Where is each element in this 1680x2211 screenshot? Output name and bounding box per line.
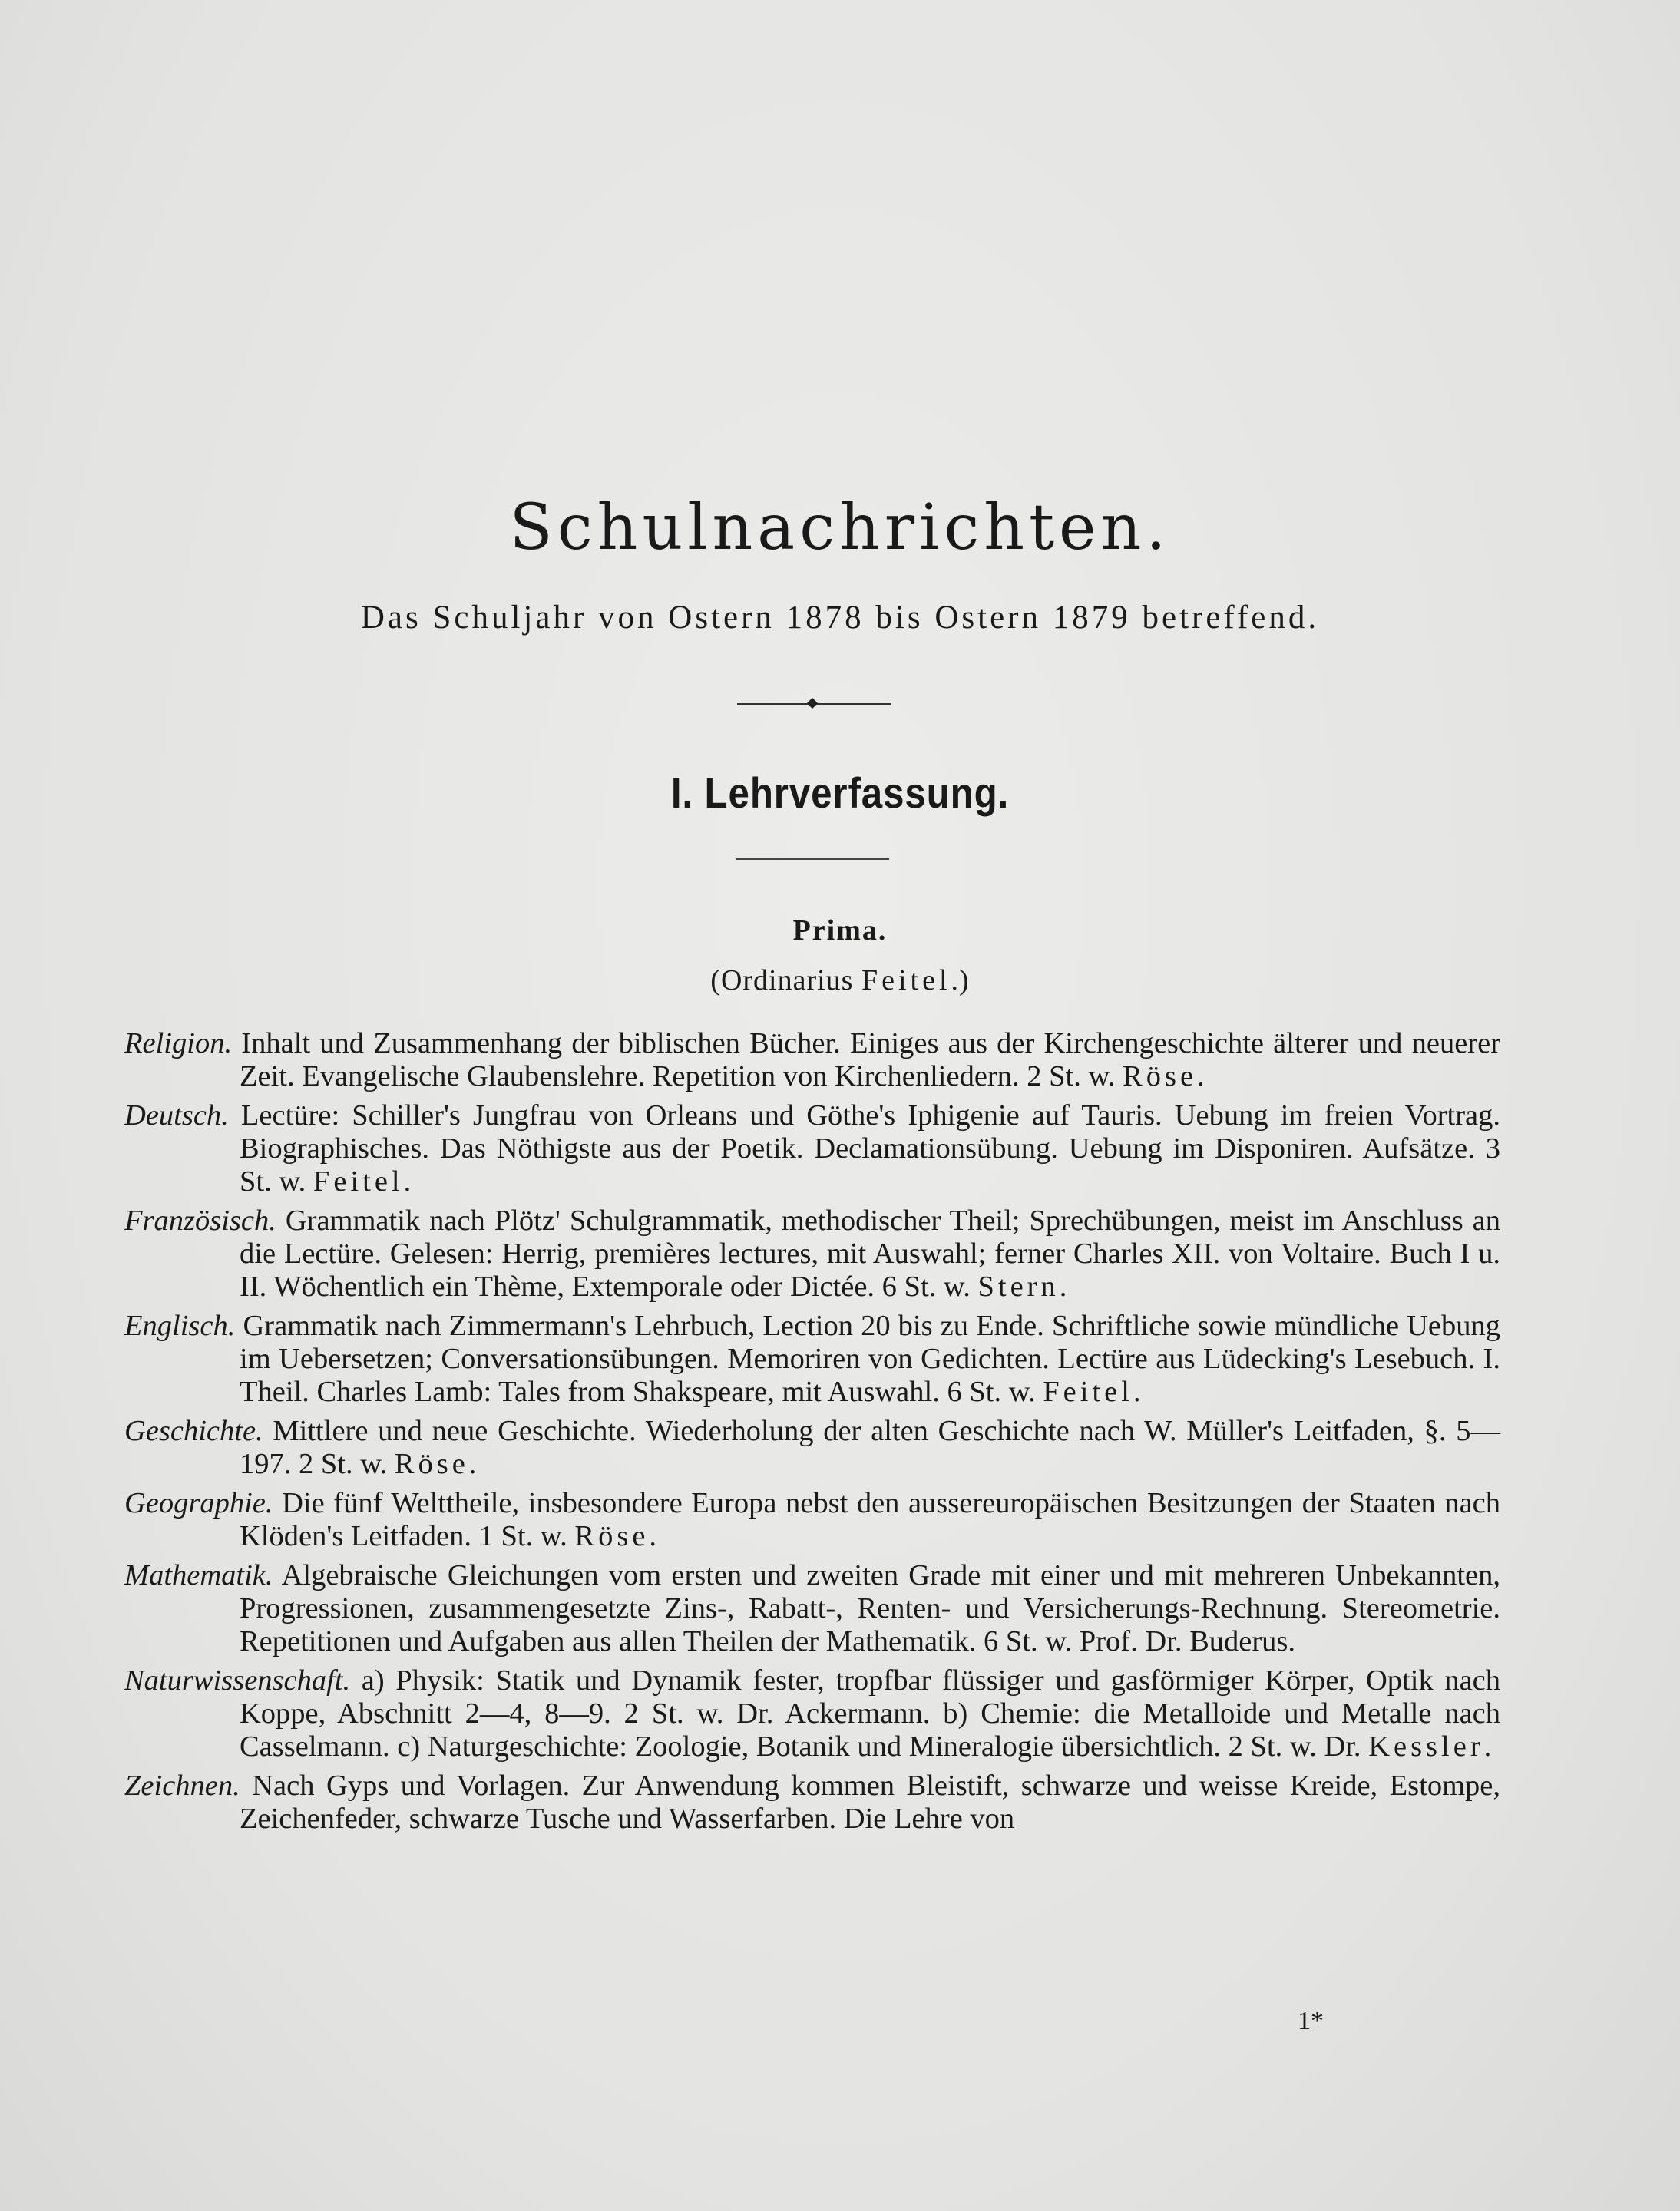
subject-entry — [124, 1415, 1500, 1481]
subject-description: Grammatik nach Zimmermann's Lehrbuch, Lection 20 bis zu Ende. Schriftliche sowie mündliche Uebung im Uebersetzen; Conversationsübungen. Memoriren von Gedichten. Lectüre aus Lüdecking's Lesebuch. I. Theil. Charles Lamb: Tales from Shakspeare, mit Auswahl. 6 St. w. — [240, 1310, 1501, 1408]
subject-description: Grammatik nach Plötz' Schulgrammatik, methodischer Theil; Sprechübungen, meist im Anschluss an die Lectüre. Gelesen: Herrig, premières lectures, mit Auswahl; ferner Charles XII. von Voltaire. Buch I u. II. Wöchentlich ein Thème, Extemporale oder Dictée. 6 St. w. — [240, 1205, 1501, 1303]
subject-description: Mittlere und neue Geschichte. Wiederholung der alten Geschichte nach W. Müller's Leitfaden, §. 5—197. 2 St. w. — [240, 1415, 1501, 1480]
entry-end: . — [1197, 1060, 1205, 1092]
subject-label: Mathematik. — [124, 1559, 273, 1591]
subject-label: Französisch. — [124, 1205, 276, 1237]
teacher-name: Kessler — [1368, 1730, 1484, 1763]
ordinarius-suffix: .) — [951, 964, 970, 996]
teacher-name: Stern — [977, 1271, 1060, 1303]
teacher-name: Röse — [1123, 1060, 1198, 1092]
subject-label: Religion. — [124, 1027, 233, 1059]
ordinarius-line — [0, 963, 1680, 997]
section-heading: I. Lehrverfassung. — [670, 768, 1010, 817]
subject-label: Geographie. — [124, 1487, 273, 1519]
subject-entry — [124, 1310, 1500, 1409]
subject-entry — [124, 1205, 1500, 1304]
entry-end: . — [1059, 1271, 1067, 1303]
class-heading: Prima. — [792, 914, 888, 947]
subject-entry — [124, 1487, 1500, 1553]
entry-end: . — [1483, 1730, 1492, 1763]
teacher-name: Röse — [574, 1520, 650, 1552]
ordinarius-name: Feitel — [861, 964, 951, 996]
entry-end: . — [1133, 1376, 1141, 1408]
page-title: Schulnachrichten. — [509, 491, 1171, 564]
teacher-name: Feitel — [313, 1165, 404, 1198]
subject-description: Inhalt und Zusammenhang der biblischen Bücher. Einiges aus der Kirchengeschichte älterer und neuerer Zeit. Evangelische Glaubenslehre. Repetition von Kirchenliedern. 2 St. w. — [240, 1027, 1501, 1092]
ordinarius-prefix: (Ordinarius — [710, 964, 861, 996]
teacher-name: Feitel — [1043, 1376, 1133, 1408]
subject-label: Englisch. — [124, 1310, 236, 1342]
subject-description: a) Physik: Statik und Dynamik fester, tropfbar flüssiger und gasförmiger Körper, Optik nach Koppe, Abschnitt 2—4, 8—9. 2 St. w. Dr. Ackermann. b) Chemie: die Metalloide und Metalle nach Casselmann. c) Naturgeschichte: Zoologie, Botanik und Mineralogie übersichtlich. 2 St. w. Dr. — [240, 1664, 1500, 1763]
subject-entry — [124, 1664, 1500, 1763]
signature-mark: 1* — [1298, 2007, 1324, 2035]
school-year-subtitle: Das Schuljahr von Ostern 1878 bis Ostern 1879 betreffend. — [360, 600, 1320, 636]
subject-label: Deutsch. — [124, 1099, 229, 1132]
subject-entry — [124, 1027, 1500, 1093]
subject-list — [124, 1027, 1500, 1842]
subject-description: Lectüre: Schiller's Jungfrau von Orleans und Göthe's Iphigenie auf Tauris. Uebung im freien Vortrag. Biographisches. Das Nöthigste aus der Poetik. Declamationsübung. Uebung im Disponiren. Aufsätze. 3 St. w. — [240, 1099, 1500, 1198]
subject-label: Naturwissenschaft. — [124, 1664, 351, 1697]
subject-label: Zeichnen. — [124, 1770, 240, 1802]
entry-end: . — [403, 1165, 412, 1198]
subject-description: Algebraische Gleichungen vom ersten und zweiten Grade mit einer und mit mehreren Unbekannten, Progressionen, zusammengesetzte Zins-, Rabatt-, Renten- und Versicherungs-Rechnung. Stereometrie. Repetitionen und Aufgaben aus allen Theilen der Mathematik. 6 St. w. Prof. Dr. Buderus. — [240, 1559, 1500, 1657]
subject-description: Die fünf Welttheile, insbesondere Europa nebst den aussereuropäischen Besitzungen der Staaten nach Klöden's Leitfaden. 1 St. w. — [240, 1487, 1500, 1552]
subject-label: Geschichte. — [124, 1415, 263, 1447]
subject-entry — [124, 1099, 1500, 1198]
subject-description: Nach Gyps und Vorlagen. Zur Anwendung kommen Bleistift, schwarze und weisse Kreide, Estompe, Zeichenfeder, schwarze Tusche und Wasserfarben. Die Lehre von — [240, 1770, 1500, 1835]
ornament-divider — [737, 699, 891, 709]
entry-end: . — [468, 1448, 477, 1480]
diamond-icon — [807, 698, 818, 709]
teacher-name: Röse — [394, 1448, 469, 1480]
subject-entry — [124, 1559, 1500, 1658]
section-rule — [736, 858, 889, 860]
subject-entry — [124, 1770, 1500, 1836]
entry-end: . — [649, 1520, 657, 1552]
